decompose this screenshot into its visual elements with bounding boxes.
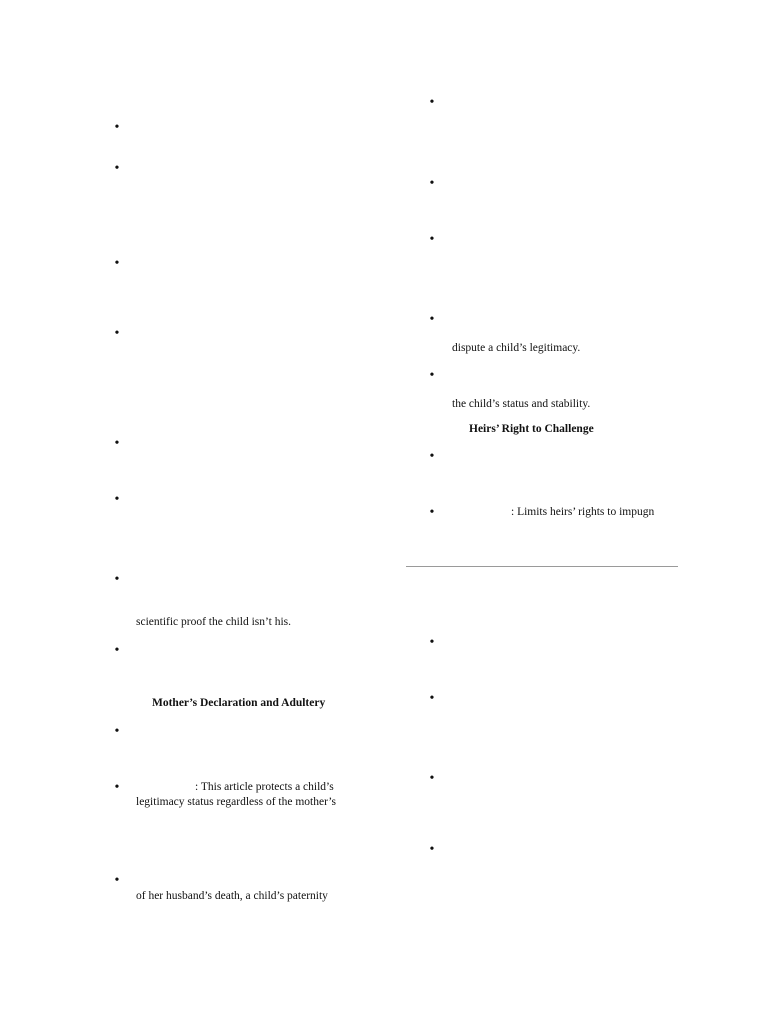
bullet-marker: • [114,120,120,135]
bullet-marker: • [114,492,120,507]
bullet-marker: • [114,436,120,451]
bullet-marker: • [429,449,435,464]
bullet-marker: • [429,771,435,786]
bullet-marker: • [114,873,120,888]
section-heading-mothers-declaration: Mother’s Declaration and Adultery [152,697,326,709]
bullet-marker: • [429,691,435,706]
list-item-text: of her husband’s death, a child’s paternity [136,890,328,902]
bullet-marker: • [114,256,120,271]
bullet-marker: • [114,780,120,795]
list-item-text-continuation: legitimacy status regardless of the mother’s [136,796,337,808]
bullet-marker: • [429,232,435,247]
bullet-marker: • [429,368,435,383]
list-item-text: the child’s status and stability. [452,398,591,410]
bullet-marker: • [114,572,120,587]
section-heading-heirs-right: Heirs’ Right to Challenge [469,423,594,435]
bullet-marker: • [429,312,435,327]
bullet-marker: • [114,643,120,658]
bullet-marker: • [429,842,435,857]
list-item-text: : This article protects a child’s [195,781,334,793]
list-item-text: dispute a child’s legitimacy. [452,342,581,354]
bullet-marker: • [429,95,435,110]
bullet-marker: • [429,505,435,520]
bullet-marker: • [429,635,435,650]
horizontal-divider [406,566,678,567]
bullet-marker: • [114,724,120,739]
bullet-marker: • [114,161,120,176]
list-item-text: : Limits heirs’ rights to impugn [511,506,655,518]
bullet-marker: • [429,176,435,191]
bullet-marker: • [114,326,120,341]
list-item-text: scientific proof the child isn’t his. [136,616,292,628]
